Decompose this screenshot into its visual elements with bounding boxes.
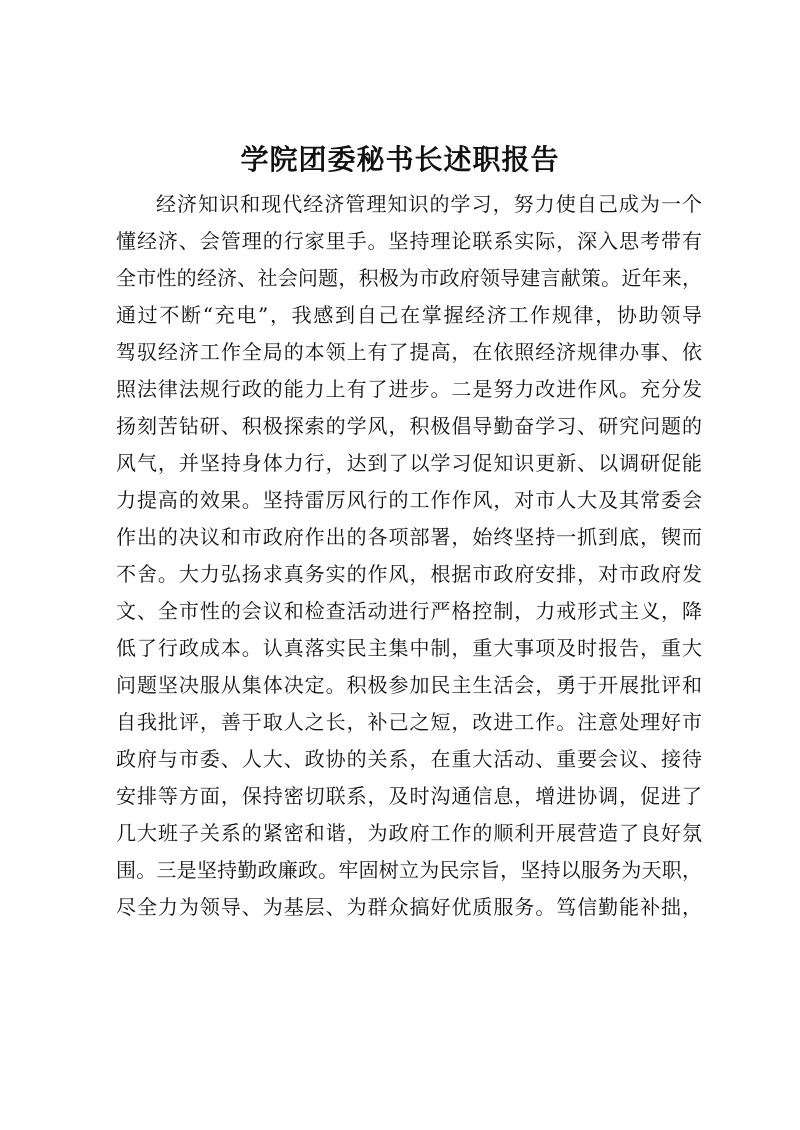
paragraph-line: 文、全市性的会议和检查活动进行严格控制，力戒形式主义，降: [116, 599, 702, 623]
paragraph-line: 懂经济、会管理的行家里手。坚持理论联系实际，深入思考带有: [116, 229, 702, 253]
paragraph-line: 经济知识和现代经济管理知识的学习，努力使自己成为一个: [156, 192, 702, 216]
paragraph-line: 围。三是坚持勤政廉政。牢固树立为民宗旨，坚持以服务为天职，: [116, 858, 702, 882]
paragraph-line: 扬刻苦钻研、积极探索的学风，积极倡导勤奋学习、研究问题的: [116, 414, 702, 438]
paragraph-line: 全市性的经济、社会问题，积极为市政府领导建言献策。近年来，: [116, 266, 702, 290]
document-body: [116, 186, 702, 926]
paragraph-line: 风气，并坚持身体力行，达到了以学习促知识更新、以调研促能: [116, 451, 702, 475]
paragraph-line: 安排等方面，保持密切联系，及时沟通信息，增进协调，促进了: [116, 784, 702, 808]
paragraph-line: 问题坚决服从集体决定。积极参加民主生活会，勇于开展批评和: [116, 673, 702, 697]
paragraph-line: 照法律法规行政的能力上有了进步。二是努力改进作风。充分发: [116, 377, 702, 401]
paragraph-line: 力提高的效果。坚持雷厉风行的工作作风，对市人大及其常委会: [116, 488, 702, 512]
paragraph-line: 尽全力为领导、为基层、为群众搞好优质服务。笃信勤能补拙，: [116, 895, 702, 919]
paragraph-line: 作出的决议和市政府作出的各项部署，始终坚持一抓到底，锲而: [116, 525, 702, 549]
document-title: 学院团委秘书长述职报告: [240, 143, 560, 176]
paragraph-line: 驾驭经济工作全局的本领上有了提高，在依照经济规律办事、依: [116, 340, 702, 364]
paragraph-line: 通过不断“充电”，我感到自己在掌握经济工作规律，协助领导: [116, 303, 702, 327]
paragraph-line: 低了行政成本。认真落实民主集中制，重大事项及时报告，重大: [116, 636, 702, 660]
paragraph-line: 不舍。大力弘扬求真务实的作风，根据市政府安排，对市政府发: [116, 562, 702, 586]
paragraph-line: 自我批评，善于取人之长，补己之短，改进工作。注意处理好市: [116, 710, 702, 734]
paragraph-line: 政府与市委、人大、政协的关系，在重大活动、重要会议、接待: [116, 747, 702, 771]
paragraph-line: 几大班子关系的紧密和谐，为政府工作的顺利开展营造了良好氛: [116, 821, 702, 845]
